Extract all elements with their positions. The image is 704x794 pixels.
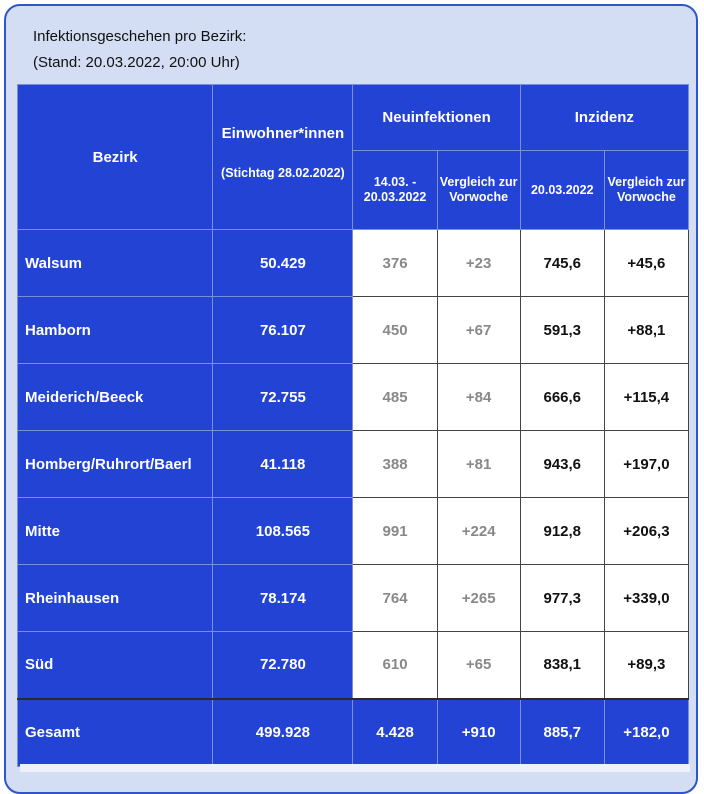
total-incidence: 885,7 <box>520 699 604 767</box>
district-table <box>17 84 689 767</box>
incidence-change: +89,3 <box>604 632 688 699</box>
header-datum: 20.03.2022 <box>520 151 604 230</box>
new-infections-value: 388 <box>353 431 437 498</box>
district-name: Mitte <box>18 498 213 565</box>
table-row <box>18 632 689 699</box>
header-einwohner: Einwohner*innen <box>221 125 345 142</box>
header-inzidenz: Inzidenz <box>520 85 688 151</box>
new-infections-value: 376 <box>353 230 437 297</box>
population-value: 72.780 <box>213 632 353 699</box>
incidence-value: 943,6 <box>520 431 604 498</box>
total-new-infections: 4.428 <box>353 699 437 767</box>
new-infections-change: +65 <box>437 632 520 699</box>
new-infections-change: +23 <box>437 230 520 297</box>
population-value: 72.755 <box>213 364 353 431</box>
new-infections-value: 991 <box>353 498 437 565</box>
table-heading <box>33 24 246 76</box>
population-value: 41.118 <box>213 431 353 498</box>
incidence-change: +88,1 <box>604 297 688 364</box>
heading-title: Infektionsgeschehen pro Bezirk: <box>33 28 247 45</box>
district-name: Walsum <box>18 230 213 297</box>
incidence-value: 591,3 <box>520 297 604 364</box>
incidence-value: 912,8 <box>520 498 604 565</box>
table-row <box>18 565 689 632</box>
total-incidence-change: +182,0 <box>604 699 688 767</box>
header-einwohner-cell <box>213 85 353 230</box>
total-label: Gesamt <box>18 699 213 767</box>
new-infections-value: 764 <box>353 565 437 632</box>
new-infections-change: +224 <box>437 498 520 565</box>
population-value: 50.429 <box>213 230 353 297</box>
table-row <box>18 364 689 431</box>
new-infections-change: +67 <box>437 297 520 364</box>
district-name: Süd <box>18 632 213 699</box>
population-value: 76.107 <box>213 297 353 364</box>
header-stichtag: (Stichtag 28.02.2022) <box>221 166 345 180</box>
new-infections-value: 610 <box>353 632 437 699</box>
total-new-infections-change: +910 <box>437 699 520 767</box>
header-neu-vergleich: Vergleich zur Vorwoche <box>437 151 520 230</box>
table-row <box>18 431 689 498</box>
new-infections-change: +81 <box>437 431 520 498</box>
total-population: 499.928 <box>213 699 353 767</box>
horizontal-scrollbar[interactable] <box>20 764 690 772</box>
incidence-value: 745,6 <box>520 230 604 297</box>
table-row <box>18 297 689 364</box>
incidence-value: 838,1 <box>520 632 604 699</box>
incidence-change: +206,3 <box>604 498 688 565</box>
incidence-change: +45,6 <box>604 230 688 297</box>
new-infections-change: +84 <box>437 364 520 431</box>
incidence-change: +339,0 <box>604 565 688 632</box>
population-value: 78.174 <box>213 565 353 632</box>
new-infections-value: 450 <box>353 297 437 364</box>
population-value: 108.565 <box>213 498 353 565</box>
incidence-value: 977,3 <box>520 565 604 632</box>
header-inz-vergleich: Vergleich zur Vorwoche <box>604 151 688 230</box>
district-name: Hamborn <box>18 297 213 364</box>
header-bezirk: Bezirk <box>18 85 213 230</box>
new-infections-change: +265 <box>437 565 520 632</box>
incidence-value: 666,6 <box>520 364 604 431</box>
district-name: Meiderich/Beeck <box>18 364 213 431</box>
district-name: Homberg/Ruhrort/Baerl <box>18 431 213 498</box>
new-infections-value: 485 <box>353 364 437 431</box>
incidence-change: +197,0 <box>604 431 688 498</box>
district-name: Rheinhausen <box>18 565 213 632</box>
total-row <box>18 699 689 767</box>
table-row <box>18 230 689 297</box>
header-neuinfektionen: Neuinfektionen <box>353 85 520 151</box>
table-row <box>18 498 689 565</box>
incidence-change: +115,4 <box>604 364 688 431</box>
header-zeitraum: 14.03. - 20.03.2022 <box>353 151 437 230</box>
heading-date: (Stand: 20.03.2022, 20:00 Uhr) <box>33 54 240 71</box>
